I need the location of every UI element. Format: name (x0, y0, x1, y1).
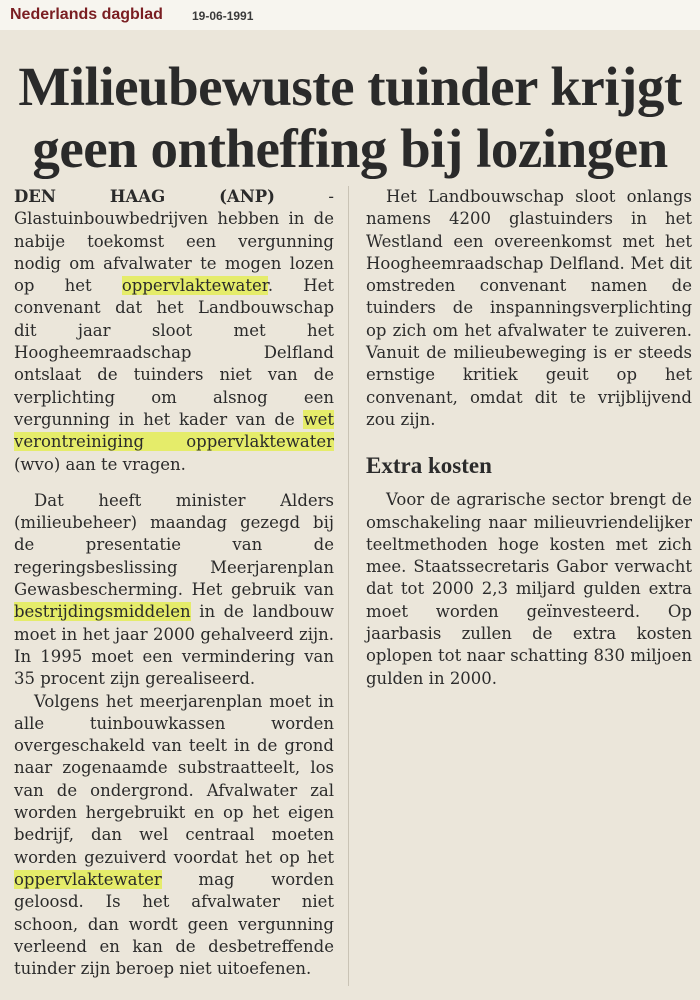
p3-text-a: Volgens het meerjarenplan moet in alle tuinbouwkassen worden overgeschakeld van teelt in de grond naar zogenaamde substraatteelt, los van de ondergrond. Afvalwater zal worden hergebruikt en op het eigen bedrijf, dan wel centraal moeten worden gezuiverd voordat het op het (14, 691, 334, 867)
headline-line-1: Milieubewuste tuinder krijgt (18, 56, 682, 117)
source-header (0, 0, 700, 30)
p2-text-a: Dat heeft minister Alders (milieubeheer) maandag gezegd bij de presentatie van de regeringsbeslissing Meerjarenplan Gewasbescherming. Het gebruik van (14, 490, 334, 600)
p1-text-b: . Het convenant dat het Landbouwschap dit jaar sloot met het Hoogheemraadschap Delfland ontslaat de tuinders niet van de verplichting om alsnog een vergunning in het kader van de (14, 276, 334, 429)
p3-text-b: mag worden geloosd. Is het afvalwater niet schoon, dan wordt geen vergunning verleend en kan de desbetreffende tuinder zijn beroep niet uitoefenen. (14, 869, 334, 979)
article-column-1 (14, 186, 334, 980)
paragraph-3 (14, 691, 334, 981)
headline-line-2: geen ontheffing bij lozingen (32, 118, 668, 179)
p1-text-c: (wvo) aan te vragen. (14, 454, 186, 474)
column-divider (348, 186, 349, 986)
paragraph-5: Voor de agrarische sector brengt de omschakeling naar milieuvriendelijker teeltmethoden hoge kosten met zich mee. Staatssecretaris Gabor verwacht dat tot 2000 2,3 miljard gulden extra moet worden geïnvesteerd. Op jaarbasis zullen de extra kosten oplopen tot naar schatting 830 miljoen gulden in 2000. (366, 490, 692, 688)
publication-date: 19-06-1991 (192, 9, 254, 23)
paragraph-1 (14, 186, 334, 476)
highlight-4: oppervlaktewater (14, 869, 162, 889)
highlight-3: bestrijdingsmiddelen (14, 602, 191, 622)
highlight-2: wet verontreiniging oppervlaktewater (14, 409, 334, 452)
p2-text-b: in de landbouw moet in het jaar 2000 gehalveerd zijn. In 1995 moet een vermindering van 35 procent zijn gerealiseerd. (14, 602, 334, 689)
headline (0, 56, 700, 180)
article-column-2 (366, 186, 692, 690)
highlight-1: oppervlaktewater (121, 276, 268, 296)
newspaper-name: Nederlands dagblad (10, 6, 163, 23)
subheading: Extra kosten (366, 453, 492, 479)
p1-text-a: - Glastuinbouwbedrijven hebben in de nabije toekomst een vergunning nodig om afvalwater te mogen lozen op het (14, 187, 334, 296)
paragraph-4: Het Landbouwschap sloot onlangs namens 4200 glastuinders in het Westland een overeenkomst met het Hoogheemraadschap Delfland. Met dit omstreden convenant namen de tuinders de inspanningsverplichting op zich om het afvalwater te zuiveren. Vanuit de milieubeweging is er steeds ernstige kritiek geuit op het convenant, omdat dit te vrijblijvend zou zijn. (366, 187, 692, 429)
dateline: DEN HAAG (ANP) (14, 187, 275, 206)
paragraph-2 (14, 490, 334, 691)
